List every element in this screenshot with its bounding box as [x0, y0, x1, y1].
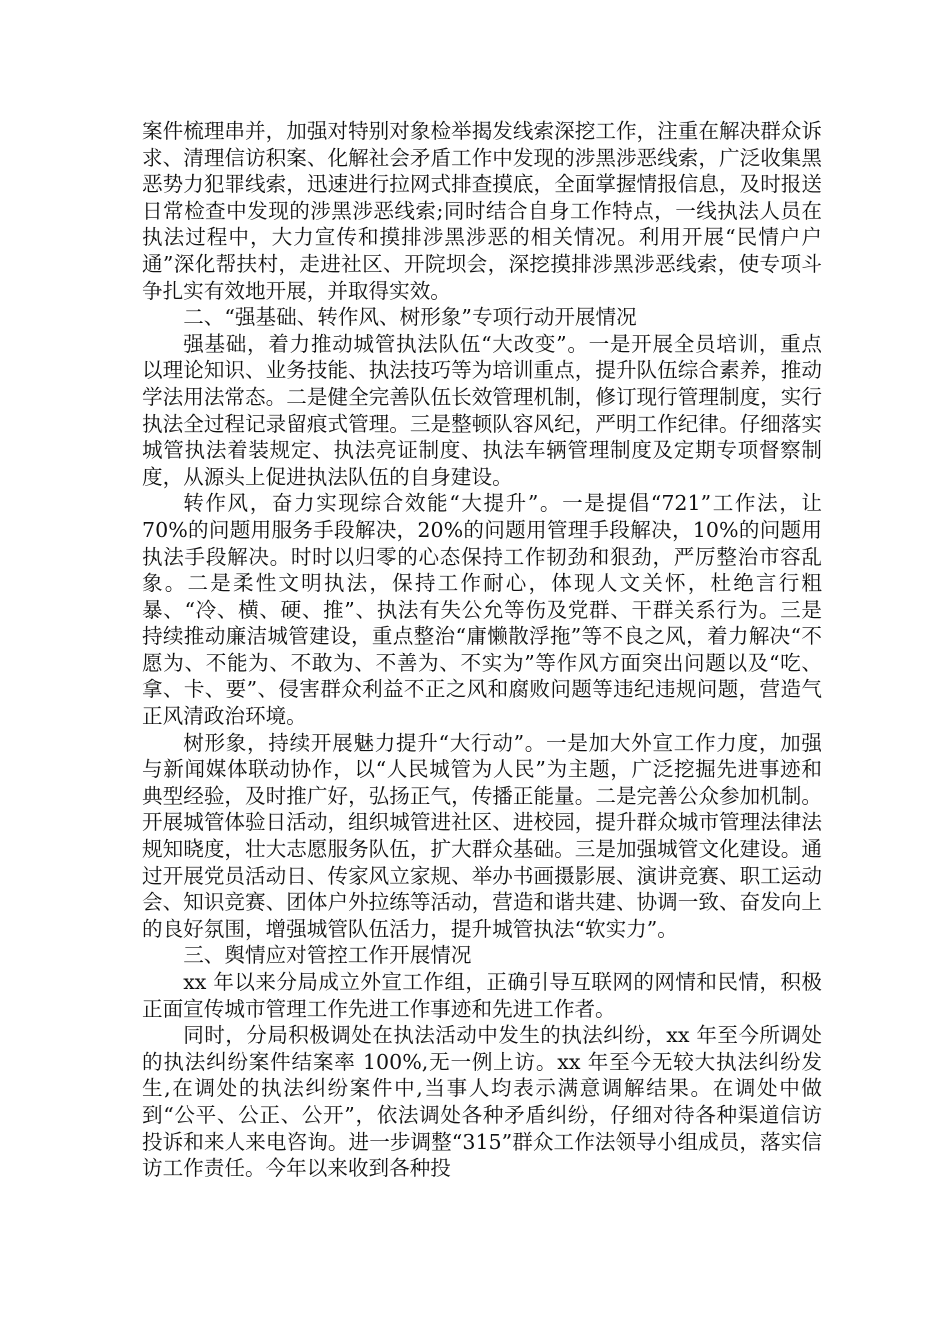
paragraph-publicity-group: xx 年以来分局成立外宣工作组，正确引导互联网的网情和民情，积极正面宣传城市管理工作先进工作事迹和先进工作者。 [142, 970, 822, 1021]
paragraph-build-image: 树形象，持续开展魅力提升“大行动”。一是加大外宣工作力度，加强与新闻媒体联动协作，以“人民城管为人民”为主题，广泛挖掘先进事迹和典型经验，及时推广好，弘扬正气，传播正能量。二是完善公众参加机制。开展城管体验日活动，组织城管进社区、进校园，提升群众城市管理法律法规知晓度，壮大志愿服务队伍，扩大群众基础。三是加强城管文化建设。通过开展党员活动日、传家风立家规、举办书画摄影展、演讲竞赛、职工运动会、知识竞赛、团体户外拉练等活动，营造和谐共建、协调一致、奋发向上的良好氛围，增强城管队伍活力，提升城管执法“软实力”。 [142, 730, 822, 941]
paragraph-strengthen-foundation: 强基础，着力推动城管执法队伍“大改变”。一是开展全员培训，重点以理论知识、业务技能、执法技巧等为培训重点，提升队伍综合素养，推动学法用法常态。二是健全完善队伍长效管理机制，修订现行管理制度，实行执法全过程记录留痕式管理。三是整顿队容风纪，严明工作纪律。仔细落实城管执法着装规定、执法亮证制度、执法车辆管理制度及定期专项督察制度，从源头上促进执法队伍的自身建设。 [142, 331, 822, 489]
paragraph-continuation: 案件梳理串并，加强对特别对象检举揭发线索深挖工作，注重在解决群众诉求、清理信访积案、化解社会矛盾工作中发现的涉黑涉恶线索，广泛收集黑恶势力犯罪线索，迅速进行拉网式排查摸底，全面掌握情报信息，及时报送日常检查中发现的涉黑涉恶线索;同时结合自身工作特点，一线执法人员在执法过程中，大力宣传和摸排涉黑涉恶的相关情况。利用开展“民情户户通”深化帮扶村，走进社区、开院坝会，深挖摸排涉黑涉恶线索，使专项斗争扎实有效地开展，并取得实效。 [142, 119, 822, 303]
section-heading-3: 三、舆情应对管控工作开展情况 [183, 943, 472, 968]
section-heading-2: 二、“强基础、转作风、树形象”专项行动开展情况 [183, 305, 637, 330]
paragraph-transform-style: 转作风，奋力实现综合效能“大提升”。一是提倡“721”工作法，让 70%的问题用服务手段解决，20%的问题用管理手段解决，10%的问题用执法手段解决。时时以归零的心态保持工作韧劲和狠劲，严厉整治市容乱象。二是柔性文明执法，保持工作耐心，体现人文关怀，杜绝言行粗暴、“冷、横、硬、推”、执法有失公允等伤及党群、干群关系行为。三是持续推动廉洁城管建设，重点整治“庸懒散浮拖”等不良之风，着力解决“不愿为、不能为、不敢为、不善为、不实为”等作风方面突出问题以及“吃、拿、卡、要”、侵害群众利益不正之风和腐败问题等违纪违规问题，营造气正风清政治环境。 [142, 491, 822, 729]
paragraph-dispute-mediation: 同时，分局积极调处在执法活动中发生的执法纠纷，xx 年至今所调处的执法纠纷案件结案率 100%,无一例上访。xx 年至今无较大执法纠纷发生,在调处的执法纠纷案件中,当事人均表示满意调解结果。在调处中做到“公平、公正、公开”，依法调处各种矛盾纠纷，仔细对待各种渠道信访投诉和来人来电咨询。进一步调整“315”群众工作法领导小组成员，落实信访工作责任。今年以来收到各种投 [142, 1023, 822, 1181]
document-page [142, 118, 822, 1182]
